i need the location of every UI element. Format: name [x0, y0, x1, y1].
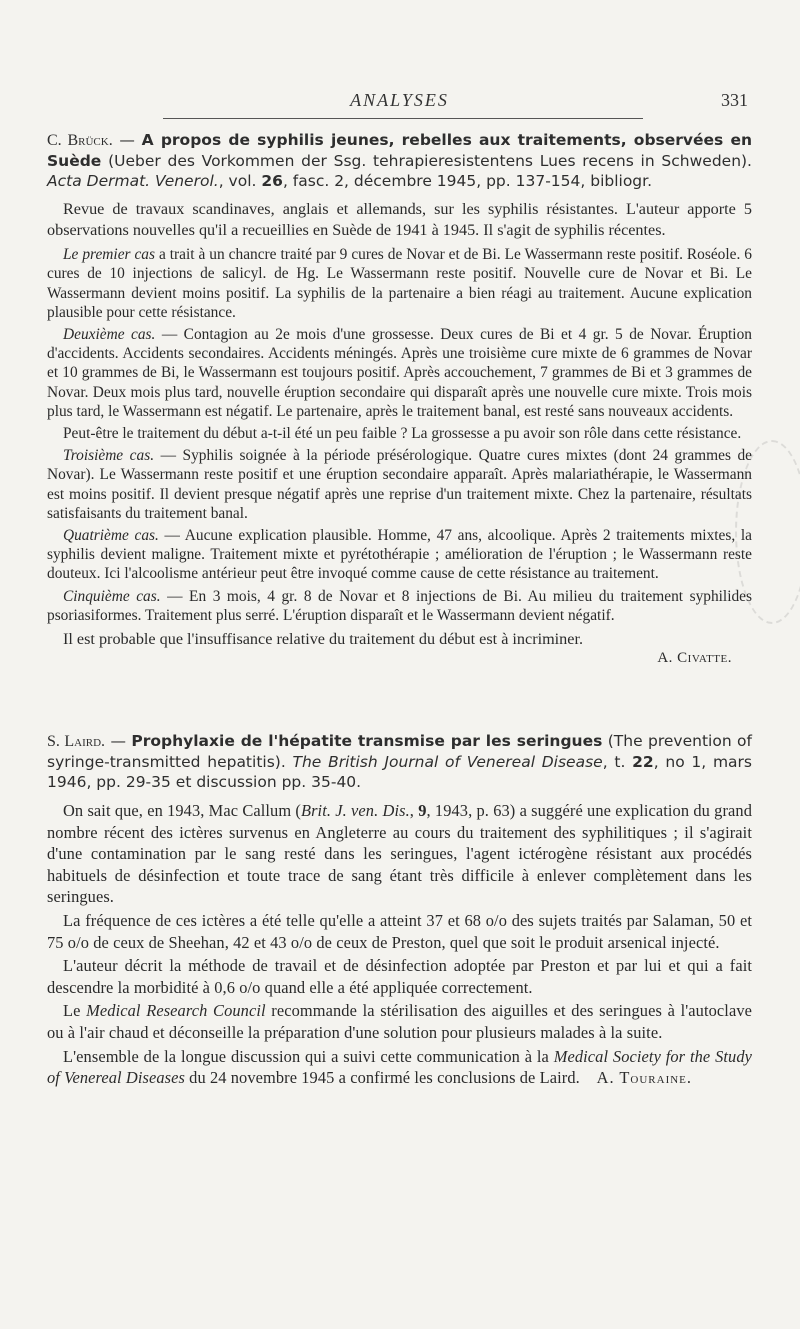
page-number: 331	[721, 90, 748, 110]
article-title: Prophylaxie de l'hépatite transmise par les seringues	[131, 732, 603, 750]
analysis-laird	[47, 731, 752, 1091]
header-rule	[163, 118, 643, 119]
citation-rest: , no 1, mars 1946, pp. 29-35 et discussion pp. 35-40.	[47, 753, 752, 791]
journal-name: Acta Dermat. Venerol.	[47, 172, 219, 190]
case-1	[47, 245, 752, 322]
reference-laird	[47, 731, 752, 792]
case-4	[47, 526, 752, 584]
case-text: — En 3 mois, 4 gr. 8 de Novar et 8 injections de Bi. Au milieu du traitement syphilides psoriasiformes. Traitement plus serré. L'éruption disparaît et le Wassermann devient négatif.	[47, 587, 752, 624]
journal-name: The British Journal of Venereal Disease	[292, 753, 603, 771]
volume-prefix: , t.	[602, 753, 633, 771]
citation-rest: , fasc. 2, décembre 1945, pp. 137-154, bibliogr.	[282, 172, 653, 190]
paragraph-2: La fréquence de ces ictères a été telle qu'elle a atteint 37 et 68 o/o des sujets traités par Salaman, 50 et 75 o/o de ceux de Sheehan, 42 et 43 o/o de ceux de Preston, quel que soit le produit arsenical injecté.	[47, 910, 752, 952]
case-text: — Syphilis soignée à la période présérologique. Quatre cures mixtes (dont 24 grammes de Novar). Le Wassermann reste positif et une éruption secondaire apparaît. Après malariathérapie, le Wassermann est moins positif. Il devient presque négatif après une reprise d'un traitement mixte. Chez la partenaire, résultats satisfaisants du traitement banal.	[47, 447, 752, 522]
volume-prefix: , vol.	[218, 172, 262, 190]
case-text: — Aucune explication plausible. Homme, 47 ans, alcoolique. Après 2 traitements mixtes, la syphilis devient maligne. Traitement mixte et pyrétothérapie ; amélioration de l'éruption ; le Wassermann reste douteux. Ici l'alcoolisme antérieur peut être invoqué comme cause de cette résistance au traitement.	[47, 527, 752, 583]
text: Le	[63, 1001, 87, 1021]
case-3	[47, 446, 752, 523]
paragraph-4	[47, 1000, 752, 1043]
case-text: — Contagion au 2e mois d'une grossesse. Deux cures de Bi et 4 gr. 5 de Novar. Éruption d'accidents. Accidents secondaires. Accidents méningés. Après une troisième cure mixte de 6 grammes de Novar et 10 grammes de Bi, le Wassermann est toujours positif. Après accouchement, 7 grammes de Bi et 3 grammes de Novar. Deux mois plus tard, nouvelle éruption secondaire qui disparaît après une nouvelle cure mixte. Trois mois plus tard, le Wassermann est négatif. Le partenaire, après le traitement banal, est resté sans nouveaux accidents.	[47, 326, 752, 420]
article-title: A propos de syphilis jeunes, rebelles aux traitements, observées en Suède	[47, 131, 753, 170]
conclusion-paragraph: Il est probable que l'insuffisance relative du traitement du début est à incriminer.	[63, 630, 583, 649]
organization-name: Medical Research Council	[86, 1001, 266, 1021]
journal-page	[47, 0, 752, 1329]
running-title: ANALYSES	[350, 90, 449, 110]
case-label: Quatrième cas.	[63, 527, 159, 545]
case-2-comment	[47, 424, 752, 443]
reference-bruck	[47, 130, 752, 191]
author: S. Laird.	[47, 733, 106, 750]
dash: —	[105, 732, 132, 750]
signature-civatte: A. Civatte.	[657, 650, 732, 667]
case-label: Deuxième cas.	[63, 326, 156, 343]
paragraph-5	[47, 1046, 752, 1089]
case-5	[47, 587, 752, 625]
case-2	[47, 325, 752, 421]
case-label: Le premier cas	[63, 246, 155, 264]
author: C. Brück.	[47, 132, 113, 149]
signature-touraine: A. Touraine.	[596, 1068, 692, 1088]
case-label: Troisième cas.	[63, 447, 155, 465]
page-header	[47, 90, 752, 120]
case-label: Cinquième cas.	[63, 587, 161, 605]
dash: —	[112, 131, 142, 149]
original-title: (The prevention of syringe-transmitted hepatitis).	[47, 732, 752, 771]
text: recommande la stérilisation des aiguilles et des seringues à l'autoclave ou à l'air chaud et déconseille la préparation d'une solution pour plusieurs malades à la suite.	[47, 1001, 753, 1042]
paragraph-3: L'auteur décrit la méthode de travail et de désinfection adoptée par Preston et par lui et qui a fait descendre la morbidité à 0,6 o/o quand elle a été appliquée correctement.	[47, 956, 752, 997]
text: ,	[409, 801, 419, 820]
paragraph-1	[47, 800, 752, 908]
volume: 26	[261, 172, 283, 190]
original-title: (Ueber des Vorkommen der Ssg. tehrapieresistentens Lues recens in Schweden).	[101, 152, 752, 170]
volume: 22	[632, 753, 654, 771]
case-text: Peut-être le traitement du début a-t-il été un peu faible ? La grossesse a pu avoir son rôle dans cette résistance.	[63, 425, 742, 443]
text: L'ensemble de la longue discussion qui a suivi cette communication à la	[63, 1046, 554, 1066]
text: , 1943, p. 63) a suggéré une explication du grand nombre récent des ictères survenus en Angleterre au cours du traitement des syphilitiques ; il s'agirait d'une contamination par le sang resté dans les seringues, l'agent ictérogène résistant aux procédés habituels de désinfection et toute trace de sang étant très difficile à enlever complètement dans les seringues.	[47, 801, 752, 907]
analysis-bruck	[47, 130, 752, 675]
journal-name: Brit. J. ven. Dis.	[300, 801, 410, 820]
text: du 24 novembre 1945 a confirmé les conclusions de Laird.	[184, 1068, 580, 1088]
case-text: a trait à un chancre traité par 9 cures de Novar et de Bi. Le Wassermann reste positif. Roséole. 6 cures de 10 injections de salicyl. de Hg. Le Wassermann reste positif. Nouvelle cure de Novar et Bi. Le Wassermann devient moins positif. La syphilis de la partenaire a bien réagi au traitement. Aucune explication plausible pour cette résistance.	[47, 246, 752, 321]
volume: 9	[418, 801, 427, 820]
library-stamp	[735, 440, 800, 624]
society-name: Medical Society for the Study of Venereal Diseases	[47, 1046, 752, 1088]
intro-paragraph: Revue de travaux scandinaves, anglais et allemands, sur les syphilis résistantes. L'auteur apporte 5 observations nouvelles qu'il a recueillies en Suède de 1941 à 1945. Il s'agit de syphilis récentes.	[47, 200, 752, 239]
text: On sait que, en 1943, Mac Callum (	[63, 801, 301, 820]
